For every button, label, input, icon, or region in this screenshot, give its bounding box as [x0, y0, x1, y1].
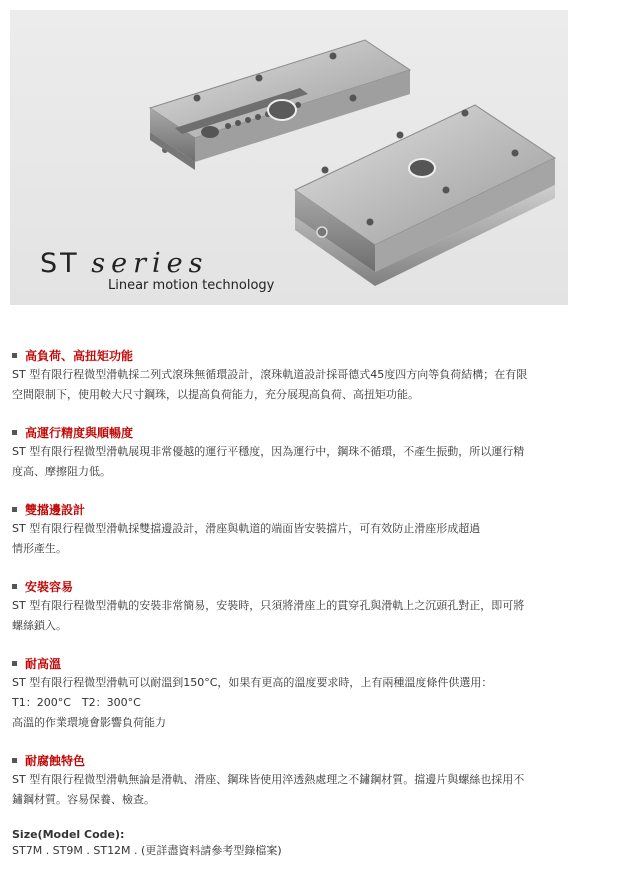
feature-text: ST 型有限行程微型滑軌採二列式滾珠無循環設計，滾珠軌道設計採哥德式45度四方向等負荷結構；在有限	[12, 368, 528, 381]
square-bullet-icon	[12, 661, 17, 666]
feature-text: ST 型有限行程微型滑軌無論是滑軌、滑座、鋼珠皆使用淬透熱處理之不鏽鋼材質。擋邊片與螺絲也採用不	[12, 773, 525, 786]
square-bullet-icon	[12, 584, 17, 589]
slide-unit-left	[150, 40, 410, 170]
feature-text: ST 型有限行程微型滑軌採雙擋邊設計，滑座與軌道的端面皆安裝擋片，可有效防止滑座形成超過	[12, 522, 481, 535]
feature-text: ST 型有限行程微型滑軌展現非常優越的運行平穩度，因為運行中，鋼珠不循環，不產生振動，所以運行精	[12, 445, 525, 458]
feature-title: 耐高溫	[25, 656, 62, 671]
feature-title: 雙擋邊設計	[25, 502, 86, 517]
feature-text: 螺絲鎖入。	[12, 619, 67, 632]
hero-subtitle: Linear motion technology	[108, 278, 275, 293]
size-section	[12, 827, 582, 859]
square-bullet-icon	[12, 507, 17, 512]
feature-section	[12, 576, 582, 636]
feature-text: 度高、摩擦阻力低。	[12, 465, 111, 478]
feature-section	[12, 499, 582, 559]
feature-section	[12, 750, 582, 810]
square-bullet-icon	[12, 758, 17, 763]
feature-text: 情形產生。	[12, 542, 67, 555]
hero-title: ST series	[40, 248, 209, 279]
feature-text: T1：200°C T2：300°C	[12, 696, 141, 709]
feature-text: 高溫的作業環境會影響負荷能力	[12, 716, 166, 729]
square-bullet-icon	[12, 430, 17, 435]
slide-unit-right	[295, 105, 555, 286]
feature-text: 空間限制下，使用較大尺寸鋼珠，以提高負荷能力，充分展現高負荷、高扭矩功能。	[12, 388, 419, 401]
feature-title: 高運行精度與順暢度	[25, 425, 134, 440]
size-models: ST7M . ST9M . ST12M . (更詳盡資料請參考型錄檔案)	[12, 844, 282, 857]
square-bullet-icon	[12, 353, 17, 358]
feature-section	[12, 422, 582, 482]
product-hero-image	[10, 10, 568, 305]
feature-title: 耐腐蝕特色	[25, 753, 86, 768]
feature-text: ST 型有限行程微型滑軌的安裝非常簡易，安裝時，只須將滑座上的貫穿孔與滑軌上之沉頭孔對正，即可將	[12, 599, 525, 612]
feature-title: 高負荷、高扭矩功能	[25, 348, 134, 363]
feature-title: 安裝容易	[25, 579, 74, 594]
feature-text: ST 型有限行程微型滑軌可以耐溫到150°C，如果有更高的溫度要求時，上有兩種溫度條件供選用：	[12, 676, 493, 689]
feature-text: 鏽鋼材質。容易保養、檢查。	[12, 793, 155, 806]
size-title: Size(Model Code):	[12, 828, 125, 841]
feature-section	[12, 345, 582, 405]
feature-section	[12, 653, 582, 733]
feature-list	[12, 345, 582, 876]
